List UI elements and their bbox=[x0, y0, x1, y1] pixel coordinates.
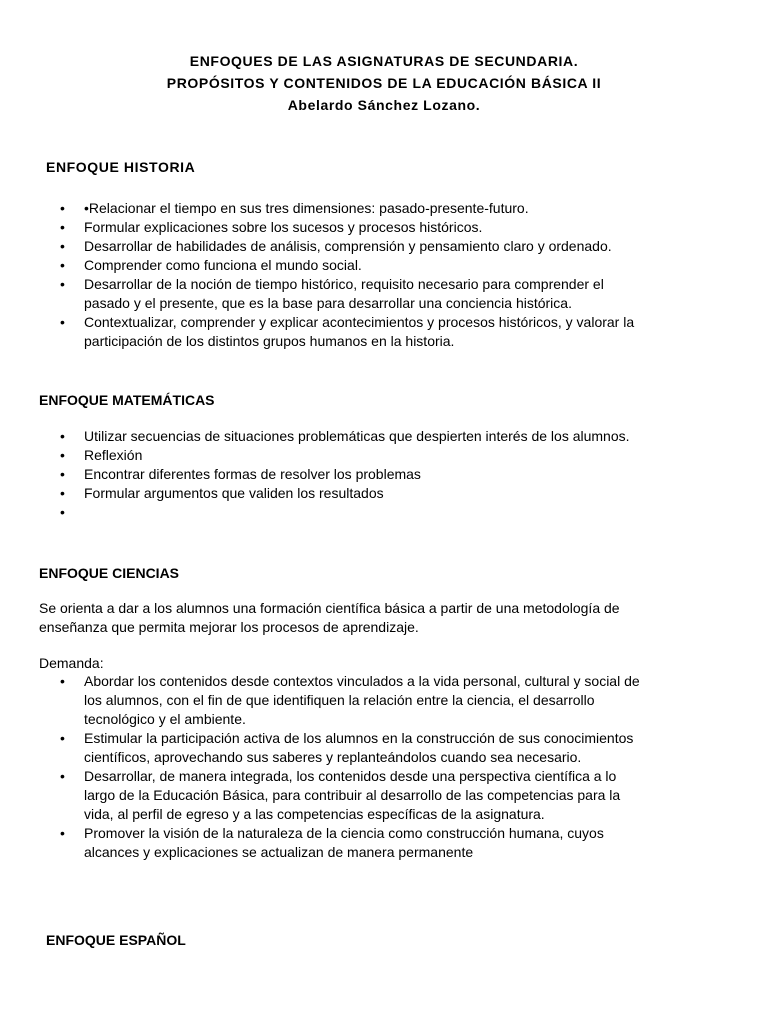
list-item: • Contextualizar, comprender y explicar acontecimientos y procesos históricos, y valorar la participación de los distintos grupos humanos en la historia. bbox=[60, 313, 640, 351]
list-item: • Formular argumentos que validen los resultados bbox=[60, 484, 640, 503]
list-item: • •Relacionar el tiempo en sus tres dimensiones: pasado-presente-futuro. bbox=[60, 199, 640, 218]
heading-espanol: ENFOQUE ESPAÑOL bbox=[46, 932, 186, 948]
list-item: • Promover la visión de la naturaleza de la ciencia como construcción humana, cuyos alcances y explicaciones se actualizan de manera permanente bbox=[60, 824, 640, 862]
list-matematicas bbox=[60, 427, 640, 522]
list-item: • Desarrollar de habilidades de análisis, comprensión y pensamiento claro y ordenado. bbox=[60, 237, 640, 256]
demanda-label: Demanda: bbox=[39, 655, 104, 671]
heading-ciencias: ENFOQUE CIENCIAS bbox=[39, 565, 180, 581]
title-line-1: ENFOQUES DE LAS ASIGNATURAS DE SECUNDARIA. bbox=[189, 53, 579, 69]
list-historia bbox=[60, 199, 640, 351]
list-ciencias bbox=[60, 672, 640, 862]
heading-historia: ENFOQUE HISTORIA bbox=[46, 159, 196, 175]
list-item bbox=[60, 503, 640, 522]
list-item: • Reflexión bbox=[60, 446, 640, 465]
list-item: • Desarrollar, de manera integrada, los contenidos desde una perspectiva científica a lo largo de la Educación Básica, para contribuir al desarrollo de las competencias para la vida, al perfil de egreso y a las competencias específicas de la asignatura. bbox=[60, 767, 640, 824]
ciencias-intro: Se orienta a dar a los alumnos una formación científica básica a partir de una metodología de enseñanza que permita mejorar los procesos de aprendizaje. bbox=[39, 600, 620, 635]
list-item: • Abordar los contenidos desde contextos vinculados a la vida personal, cultural y social de los alumnos, con el fin de que identifiquen la relación entre la ciencia, el desarrollo tecnológico y el ambiente. bbox=[60, 672, 640, 729]
list-item: • Desarrollar de la noción de tiempo histórico, requisito necesario para comprender el pasado y el presente, que es la base para desarrollar una conciencia histórica. bbox=[60, 275, 640, 313]
list-item: • Comprender como funciona el mundo social. bbox=[60, 256, 640, 275]
heading-matematicas: ENFOQUE MATEMÁTICAS bbox=[39, 392, 215, 408]
list-item: • Utilizar secuencias de situaciones problemáticas que despierten interés de los alumnos. bbox=[60, 427, 640, 446]
title-line-2: PROPÓSITOS Y CONTENIDOS DE LA EDUCACIÓN BÁSICA II bbox=[166, 75, 602, 91]
list-item: • Encontrar diferentes formas de resolver los problemas bbox=[60, 465, 640, 484]
list-item: • Formular explicaciones sobre los sucesos y procesos históricos. bbox=[60, 218, 640, 237]
document-title bbox=[0, 50, 768, 116]
list-item: • Estimular la participación activa de los alumnos en la construcción de sus conocimientos científicos, aprovechando sus saberes y replanteándolos cuando sea necesario. bbox=[60, 729, 640, 767]
author-line: Abelardo Sánchez Lozano. bbox=[287, 97, 481, 113]
